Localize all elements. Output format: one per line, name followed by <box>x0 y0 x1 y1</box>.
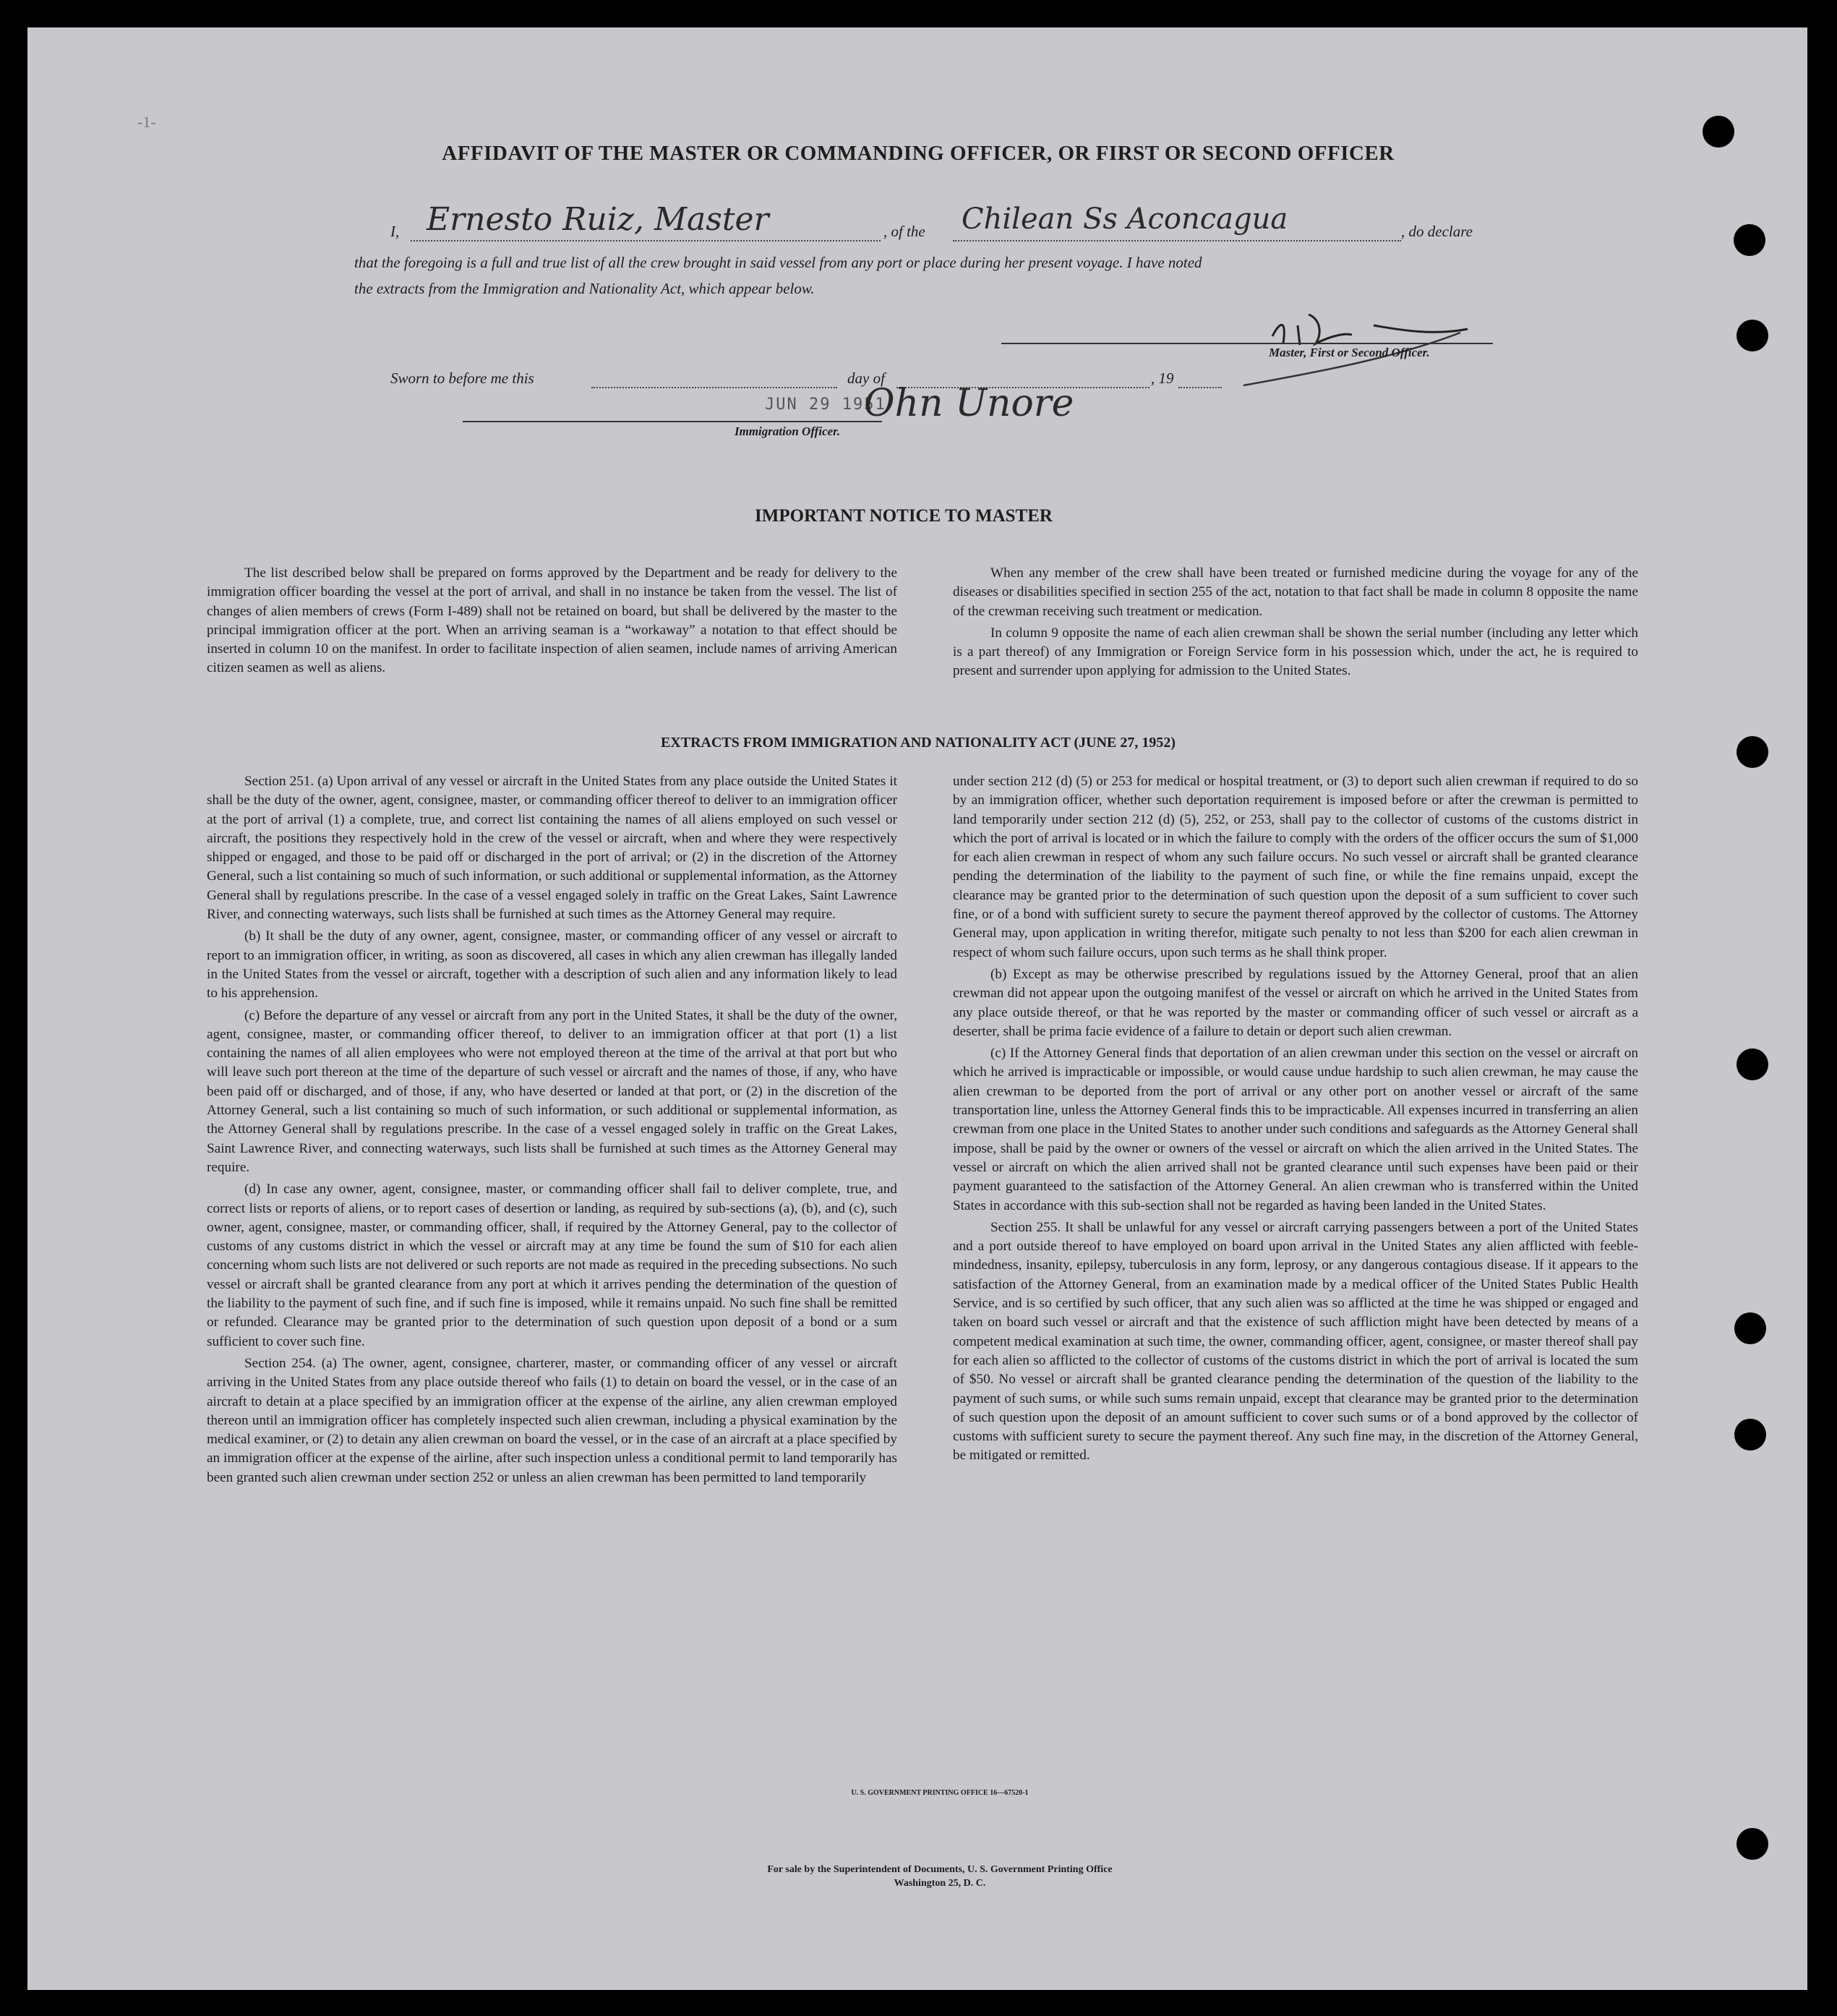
day-of-label: day of <box>847 370 885 387</box>
extracts-title: EXTRACTS FROM IMMIGRATION AND NATIONALITY ACT (JUNE 27, 1952) <box>660 735 1176 751</box>
notice-left-column <box>207 564 897 681</box>
extract-paragraph: Section 251. (a) Upon arrival of any vessel or aircraft in the United States from any place outside the United States it shall be the duty of the owner, agent, consignee, master, or commanding officer thereof to deliver to an immigration officer at the port of arrival (1) a complete, true, and correct list containing the names of all aliens employed on such vessel or aircraft, the positions they respectively hold in the crew of the vessel or aircraft, when and where they were respectively shipped or engaged, and those to be paid off or discharged in the port of arrival; or (2) in the discretion of the Attorney General, such a list containing so much of such information, or such additional or supplemental information, as the Attorney General shall by regulations prescribe. In the case of a vessel engaged solely in traffic on the Great Lakes, Saint Lawrence River, and connecting waterways, such lists shall be furnished at such times as the Attorney General may require. <box>207 774 897 923</box>
year-label: , 19 <box>1151 370 1174 387</box>
punch-hole <box>1737 1828 1768 1860</box>
gpo-imprint: U. S. GOVERNMENT PRINTING OFFICE 16—67520-1 <box>851 1789 1029 1797</box>
notice-right-column <box>953 564 1638 684</box>
extract-paragraph: (d) In case any owner, agent, consignee, master, or commanding officer shall fail to deliver complete, true, and correct lists or reports of aliens, or to report cases of desertion or landing, as required by sub-sections (a), (b), and (c), such owner, agent, consignee, master, or commanding officer, shall, if required by the Attorney General, pay to the collector of customs of any customs district in which the vessel or aircraft may at any time be found the sum of $10 for each alien concerning whom such lists are not delivered or such reports are not made as required in the preceding subsections. No such vessel or aircraft shall be granted clearance from any port at which it arrives pending the determination of the question of the liability to the payment of such fine, and if such fine is imposed, while it remains unpaid. No such fine shall be remitted or refunded. Clearance may be granted prior to the determination of such question upon deposit of a bond or a sum sufficient to cover such fine. <box>207 1182 897 1349</box>
punch-hole <box>1734 1312 1766 1344</box>
vessel-name-handwritten: Chilean Ss Aconcagua <box>962 202 1288 236</box>
sworn-day-line <box>591 387 837 388</box>
sworn-year-line <box>1178 387 1222 388</box>
extract-paragraph: under section 212 (d) (5) or 253 for medical or hospital treatment, or (3) to deport such alien crewman if required to do so by an immigration officer, whether such deportation requirement is imposed before or after the crewman is permitted to land temporarily under section 212 (d) (5), 252, or 253, shall pay to the collector of customs of the customs district in which the port of arrival is located or in which the failure to comply with the orders of the officer occurs the sum of $1,000 for each alien crewman in respect of whom any such failure occurs. No such vessel or aircraft shall be granted clearance pending the determination of the liability to the payment of such fine, or while the fine remains unpaid, except the clearance may be granted prior to the determination of such question upon the deposit of a sum sufficient to cover such fine, or of a bond with sufficient surety to secure the payment thereof approved by the collector of customs. The Attorney General may, upon application in writing therefor, mitigate such penalty to not less than $200 for each alien crewman in respect of whom such failure occurs, upon such terms as he shall think proper. <box>953 774 1638 960</box>
extract-paragraph: (b) It shall be the duty of any owner, agent, consignee, master, or commanding officer of any vessel or aircraft to report to an immigration officer, in writing, as soon as discovered, all cases in which any alien crewman has illegally landed in the United States from the vessel or aircraft, together with a description of such alien and any information likely to lead to his apprehension. <box>207 928 897 1001</box>
affidavit-title: AFFIDAVIT OF THE MASTER OR COMMANDING OFFICER, OR FIRST OR SECOND OFFICER <box>442 142 1395 165</box>
affidavit-line-2: that the foregoing is a full and true list of all the crew brought in said vessel from any port or place during her present voyage. I have noted <box>354 254 1202 271</box>
affidavit-prefix: I, <box>390 223 400 240</box>
sale-notice-line-2: Washington 25, D. C. <box>894 1878 986 1889</box>
notice-paragraph: In column 9 opposite the name of each alien crewman shall be shown the serial number (including any letter which is a part thereof) of any Immigration or Foreign Service form in his possession which, under the act, he is required to present and surrender upon applying for admission to the United States. <box>953 625 1638 679</box>
notice-paragraph: The list described below shall be prepared on forms approved by the Department and be ready for delivery to the immigration officer boarding the vessel at the port of arrival, and shall in no instance be taken from the vessel. The list of changes of alien members of crews (Form I-489) shall not be retained on board, but shall be delivered by the master to the principal immigration officer at the port. When an arriving seaman is a “workaway” a notation to that effect should be inserted in column 10 on the manifest. In order to facilitate inspection of alien seamen, include names of arriving American citizen seamen as well as aliens. <box>207 565 897 676</box>
vessel-fill-line <box>953 240 1401 242</box>
sale-notice-line-1: For sale by the Superintendent of Documents, U. S. Government Printing Office <box>767 1864 1113 1875</box>
punch-hole <box>1737 1048 1768 1080</box>
do-declare-label: , do declare <box>1401 223 1473 240</box>
extract-paragraph: (c) If the Attorney General finds that deportation of an alien crewman under this section on the vessel or aircraft on which he arrived is impracticable or impossible, or would cause undue hardship to such alien crewman, he may cause the alien crewman to be deported from the port of arrival or any other port on another vessel or aircraft of the same transportation line, unless the Attorney General finds this to be impracticable. All expenses incurred in transferring an alien crewman from one place in the United States to another under such conditions and safeguards as the Attorney General shall impose, shall be paid by the owner or owners of the vessel or aircraft on which the alien arrived in the United States. The vessel or aircraft on which the alien arrived shall not be granted clearance until such expenses have been paid or their payment guaranteed to the satisfaction of the Attorney General. An alien crewman who is transferred within the United States in accordance with this sub-section shall not be regarded as having been landed in the United States. <box>953 1046 1638 1213</box>
officer-signature-line <box>463 421 882 422</box>
notice-title: IMPORTANT NOTICE TO MASTER <box>755 506 1053 526</box>
name-fill-line <box>411 240 881 242</box>
punch-hole <box>1703 116 1734 148</box>
extract-paragraph: Section 254. (a) The owner, agent, consignee, charterer, master, or commanding officer of any vessel or aircraft arriving in the United States from any place outside thereof who fails (1) to detain on board the vessel, or in the case of an aircraft to detain at a place specified by an immigration officer at the expense of the airline, any alien crewman employed thereon until an immigration officer has completely inspected such alien crewman, including a physical examination by the medical examiner, or (2) to detain any alien crewman on board the vessel, or in the case of an aircraft at a place specified by an immigration officer at the expense of the airline, after such inspection unless a conditional permit to land temporarily has been granted such alien crewman under section 252 or unless an alien crewman has been permitted to land temporarily <box>207 1355 897 1485</box>
signature-line <box>1001 343 1493 344</box>
of-the-label: , of the <box>883 223 925 240</box>
punch-hole <box>1734 1419 1766 1451</box>
corner-mark: -1- <box>137 113 156 131</box>
punch-hole <box>1737 736 1768 768</box>
extracts-left-column <box>207 772 897 1490</box>
signature-caption: Master, First or Second Officer. <box>1269 346 1430 359</box>
punch-hole <box>1737 320 1768 351</box>
extract-paragraph: (b) Except as may be otherwise prescribed by regulations issued by the Attorney General, proof that an alien crewman did not appear upon the outgoing manifest of the vessel or aircraft on which he arrived in the United States from any place outside thereof, or that he was reported by the master or commanding officer of such vessel or aircraft as a deserter, shall be prima facie evidence of a failure to detain or deport such alien crewman. <box>953 966 1638 1039</box>
sworn-label: Sworn to before me this <box>390 370 534 387</box>
date-stamp: JUN 29 1951 <box>765 396 886 414</box>
officer-signature-handwritten: Ohn Unore <box>864 382 1074 425</box>
master-name-handwritten: Ernesto Ruiz, Master <box>427 201 769 238</box>
officer-caption: Immigration Officer. <box>735 424 841 438</box>
extract-paragraph: (c) Before the departure of any vessel or aircraft from any port in the United States, it shall be the duty of the owner, agent, consignee, master, or commanding officer thereof, to deliver to an immigration officer at that port (1) a list containing the names of all alien employees who were not employed thereon at the time of the arrival at that port but who will leave such port thereon at the time of the departure of such vessel or aircraft and the names of those, if any, who have been paid off or discharged, and of those, if any, who have deserted or landed at that port, or (2) in the discretion of the Attorney General, such a list containing so much of such information, or such additional or supplemental information, as the Attorney General shall by regulations prescribe. In the case of a vessel engaged solely in traffic on the Great Lakes, Saint Lawrence River, and connecting waterways, such lists shall be furnished at such times as the Attorney General may require. <box>207 1007 897 1175</box>
extracts-right-column <box>953 772 1638 1469</box>
notice-paragraph: When any member of the crew shall have been treated or furnished medicine during the voyage for any of the diseases or disabilities specified in section 255 of the act, notation to that fact shall be made in column 8 opposite the name of the crewman receiving such treatment or medication. <box>953 565 1638 619</box>
extract-paragraph: Section 255. It shall be unlawful for any vessel or aircraft carrying passengers between a port of the United States and a port outside thereof to have employed on board upon arrival in the United States any alien afflicted with feeble-mindedness, insanity, epilepsy, tuberculosis in any form, leprosy, or any dangerous contagious disease. If it appears to the satisfaction of the Attorney General, from an examination made by a medical officer of the United States Public Health Service, and is so certified by such officer, that any such alien was so afflicted at the time he was shipped or engaged and taken on board such vessel or aircraft and that the existence of such affliction might have been detected by means of a competent medical examination at such time, the owner, commanding officer, agent, consignee, or master thereof shall pay for each alien so afflicted to the collector of customs of the customs district in which the port of arrival is located the sum of $50. No vessel or aircraft shall be granted clearance pending the determination of the question of the liability to the payment of such sums, or while such sums remain unpaid, except that clearance may be granted prior to the determination of such question upon the deposit of an amount sufficient to cover such sums or of a bond approved by the collector of customs with sufficient surety to secure the payment thereof. Any such fine may, in the discretion of the Attorney General, be mitigated or remitted. <box>953 1219 1638 1464</box>
master-signature <box>1229 293 1489 387</box>
punch-hole <box>1734 224 1765 256</box>
affidavit-line-3: the extracts from the Immigration and Nationality Act, which appear below. <box>354 280 815 297</box>
